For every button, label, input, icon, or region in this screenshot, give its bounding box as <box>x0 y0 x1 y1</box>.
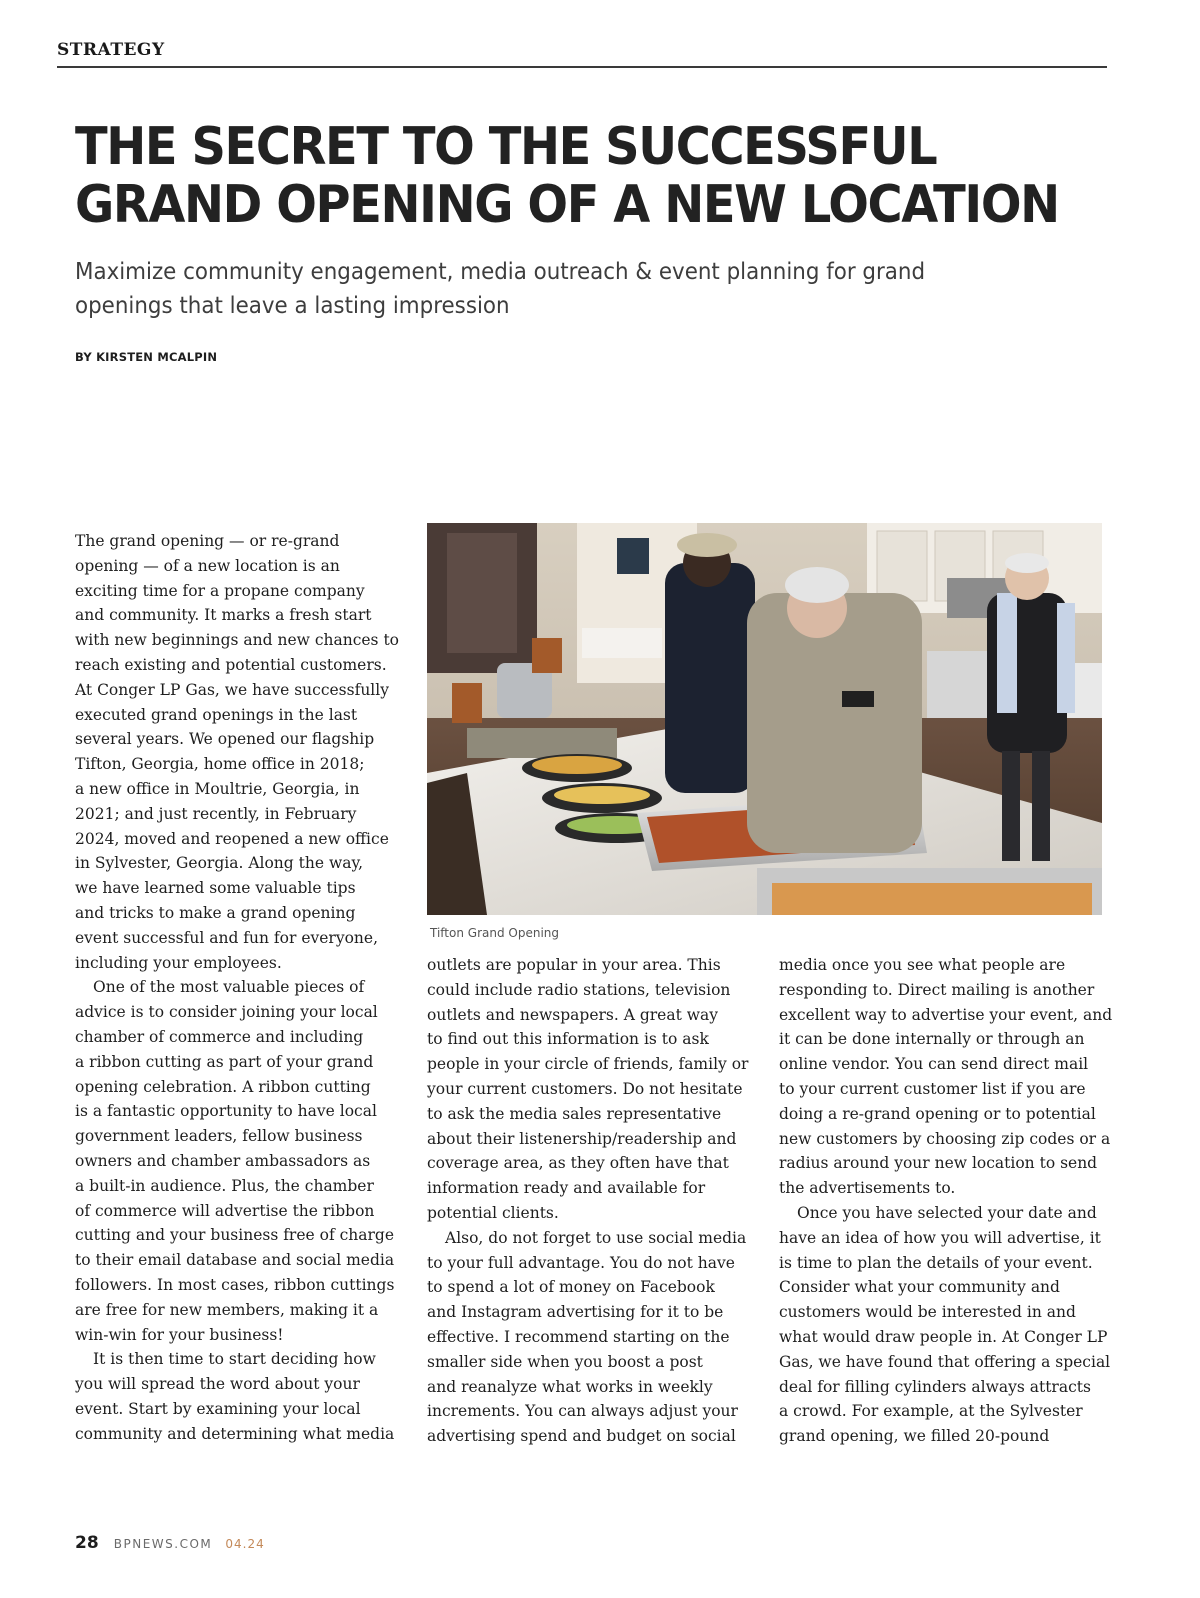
text-line: radius around your new location to send <box>779 1154 1098 1173</box>
text-line: is a fantastic opportunity to have local <box>75 1102 377 1121</box>
section-label: STRATEGY <box>57 40 165 60</box>
text-line: owners and chamber ambassadors as <box>75 1151 371 1170</box>
text-line: to your full advantage. You do not have <box>427 1253 735 1272</box>
text-line: executed grand openings in the last <box>75 705 358 724</box>
text-line: event. Start by examining your local <box>75 1399 361 1418</box>
text-line: and community. It marks a fresh start <box>75 606 372 625</box>
text-line: have an idea of how you will advertise, it <box>779 1228 1101 1247</box>
text-line: a built-in audience. Plus, the chamber <box>75 1176 374 1195</box>
text-line: and Instagram advertising for it to be <box>427 1303 724 1322</box>
paragraph <box>75 975 405 1000</box>
text-line: your current customers. Do not hesitate <box>427 1079 743 1098</box>
title-line: GRAND OPENING OF A NEW LOCATION <box>75 175 1059 235</box>
article-title <box>75 117 1059 235</box>
paragraph <box>427 1251 757 1449</box>
text-line: of commerce will advertise the ribbon <box>75 1201 375 1220</box>
text-line: smaller side when you boost a post <box>427 1352 703 1371</box>
text-line: grand opening, we filled 20-pound <box>779 1427 1050 1446</box>
text-line: win-win for your business! <box>75 1325 284 1344</box>
text-line: 2021; and just recently, in February <box>75 804 357 823</box>
paragraph <box>427 1226 757 1251</box>
text-line: Tifton, Georgia, home office in 2018; <box>75 755 365 774</box>
paragraph <box>75 529 405 975</box>
text-line: event successful and fun for everyone, <box>75 928 379 947</box>
text-line: several years. We opened our flagship <box>75 730 375 749</box>
article-photo <box>427 523 1102 915</box>
text-line: outlets are popular in your area. This <box>427 956 721 974</box>
text-line: doing a re-grand opening or to potential <box>779 1104 1096 1123</box>
text-line: a crowd. For example, at the Sylvester <box>779 1402 1083 1421</box>
paragraph <box>75 1372 405 1446</box>
text-line: including your employees. <box>75 953 282 972</box>
text-line: Consider what your community and <box>779 1278 1060 1297</box>
subtitle-line: Maximize community engagement, media outreach & event planning for grand <box>75 259 926 285</box>
text-line: media once you see what people are <box>779 956 1066 974</box>
text-line: information ready and available for <box>427 1179 706 1198</box>
text-line: At Conger LP Gas, we have successfully <box>75 680 389 699</box>
paragraph <box>779 953 1113 1201</box>
text-line: the advertisements to. <box>779 1179 956 1198</box>
text-line: could include radio stations, television <box>427 980 731 999</box>
text-line: excellent way to advertise your event, and <box>779 1005 1113 1024</box>
text-line: it can be done internally or through an <box>779 1030 1085 1049</box>
text-line: are free for new members, making it a <box>75 1300 379 1319</box>
text-line: potential clients. <box>427 1203 559 1222</box>
text-line: and tricks to make a grand opening <box>75 903 356 922</box>
title-line: THE SECRET TO THE SUCCESSFUL <box>75 117 937 177</box>
byline: BY KIRSTEN MCALPIN <box>75 350 218 364</box>
text-line: opening celebration. A ribbon cutting <box>75 1077 371 1096</box>
text-line: people in your circle of friends, family or <box>427 1055 749 1074</box>
text-line: about their listenership/readership and <box>427 1129 737 1148</box>
text-line: in Sylvester, Georgia. Along the way, <box>75 854 364 873</box>
page-number: 28 <box>75 1533 99 1553</box>
text-line: deal for filling cylinders always attracts <box>779 1377 1091 1396</box>
text-line: we have learned some valuable tips <box>75 879 356 898</box>
text-line: a new office in Moultrie, Georgia, in <box>75 779 360 798</box>
site-name: BPNEWS.COM <box>113 1537 213 1551</box>
text-line: what would draw people in. At Conger LP <box>779 1327 1108 1346</box>
text-line: increments. You can always adjust your <box>427 1402 738 1421</box>
text-line: you will spread the word about your <box>75 1375 360 1394</box>
paragraph <box>779 1226 1109 1449</box>
text-line: is time to plan the details of your event. <box>779 1253 1093 1272</box>
text-line: 2024, moved and reopened a new office <box>75 829 389 848</box>
text-line: online vendor. You can send direct mail <box>779 1055 1089 1074</box>
paragraph <box>75 1000 405 1347</box>
photo-caption: Tifton Grand Opening <box>430 926 560 940</box>
paragraph <box>427 953 757 1226</box>
article-column-1 <box>75 529 405 1446</box>
text-line: The grand opening — or re-grand <box>75 532 340 550</box>
text-line: opening — of a new location is an <box>75 556 340 575</box>
text-line: government leaders, fellow business <box>75 1127 363 1146</box>
text-line: responding to. Direct mailing is another <box>779 980 1095 999</box>
text-line: to ask the media sales representative <box>427 1104 722 1123</box>
text-line: Also, do not forget to use social media <box>445 1228 747 1247</box>
text-line: It is then time to start deciding how <box>93 1350 376 1369</box>
text-line: customers would be interested in and <box>779 1303 1076 1322</box>
text-line: to find out this information is to ask <box>427 1030 709 1049</box>
text-line: cutting and your business free of charge <box>75 1226 395 1245</box>
text-line: new customers by choosing zip codes or a <box>779 1129 1111 1148</box>
text-line: to their email database and social media <box>75 1251 395 1270</box>
text-line: a ribbon cutting as part of your grand <box>75 1052 374 1071</box>
paragraph <box>779 1201 1109 1226</box>
article-subtitle <box>75 255 926 323</box>
text-line: advice is to consider joining your local <box>75 1003 378 1022</box>
text-line: community and determining what media <box>75 1424 395 1443</box>
text-line: reach existing and potential customers. <box>75 655 387 674</box>
text-line: chamber of commerce and including <box>75 1027 364 1046</box>
section-divider <box>57 66 1107 68</box>
article-column-2 <box>427 953 757 1449</box>
text-line: coverage area, as they often have that <box>427 1154 729 1173</box>
subtitle-line: openings that leave a lasting impression <box>75 293 510 319</box>
text-line: effective. I recommend starting on the <box>427 1327 730 1346</box>
text-line: outlets and newspapers. A great way <box>427 1005 718 1024</box>
text-line: exciting time for a propane company <box>75 581 365 600</box>
paragraph <box>75 1347 405 1372</box>
page-footer <box>75 1533 265 1553</box>
article-column-3 <box>779 953 1113 1449</box>
text-line: to spend a lot of money on Facebook <box>427 1278 715 1297</box>
text-line: Once you have selected your date and <box>797 1203 1097 1222</box>
text-line: with new beginnings and new chances to <box>75 631 400 650</box>
issue-date: 04.24 <box>225 1537 265 1551</box>
text-line: advertising spend and budget on social <box>427 1427 736 1446</box>
text-line: to your current customer list if you are <box>779 1079 1086 1098</box>
text-line: One of the most valuable pieces of <box>93 978 365 997</box>
text-line: and reanalyze what works in weekly <box>427 1377 713 1396</box>
text-line: Gas, we have found that offering a special <box>779 1352 1111 1371</box>
text-line: followers. In most cases, ribbon cuttings <box>75 1275 395 1294</box>
